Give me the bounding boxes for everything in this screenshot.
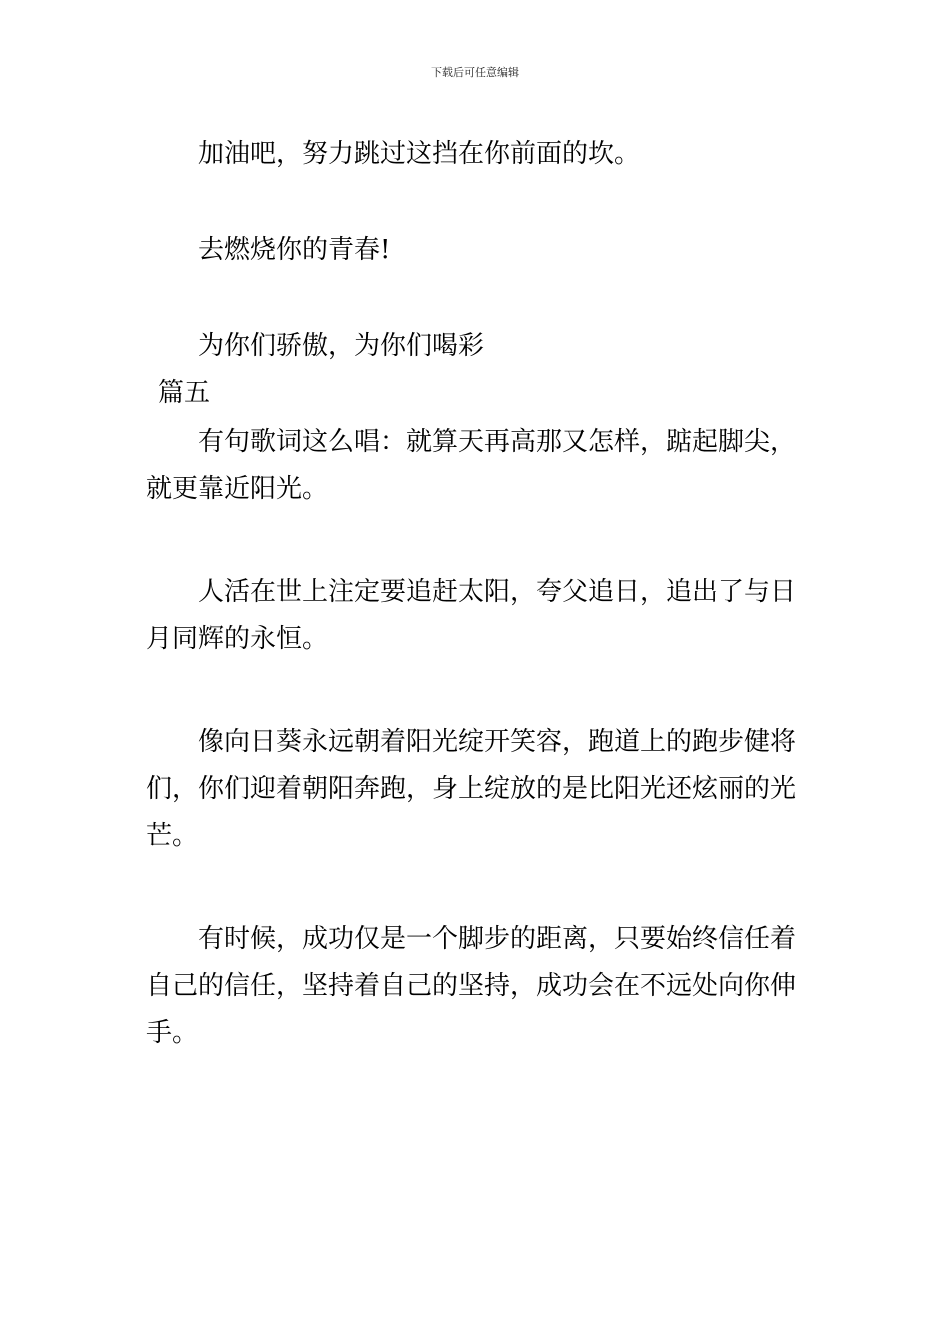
paragraph-success: 有时候，成功仅是一个脚步的距离，只要始终信任着自己的信任，坚持着自己的坚持，成功会在不远处向你伸手。 — [146, 924, 797, 1048]
document-body — [146, 131, 808, 1057]
paragraph-sunflower: 像向日葵永远朝着阳光绽开笑容，跑道上的跑步健将们，你们迎着朝阳奔跑，身上绽放的是比阳光还炫丽的光芒。 — [146, 727, 797, 851]
paragraph-encouragement: 加油吧，努力跳过这挡在你前面的坎。 — [198, 139, 641, 169]
paragraph-youth: 去燃烧你的青春! — [198, 235, 391, 265]
paragraph-lyrics: 有句歌词这么唱：就算天再高那又怎样，踮起脚尖，就更靠近阳光。 — [146, 427, 797, 504]
page-header-note: 下载后可任意编辑 — [431, 66, 519, 79]
paragraph-cheer: 为你们骄傲，为你们喝彩 — [198, 331, 485, 361]
section-heading: 篇五 — [158, 378, 211, 408]
paragraph-sun-chase: 人活在世上注定要追赶太阳，夸父追日，追出了与日月同辉的永恒。 — [146, 577, 797, 654]
